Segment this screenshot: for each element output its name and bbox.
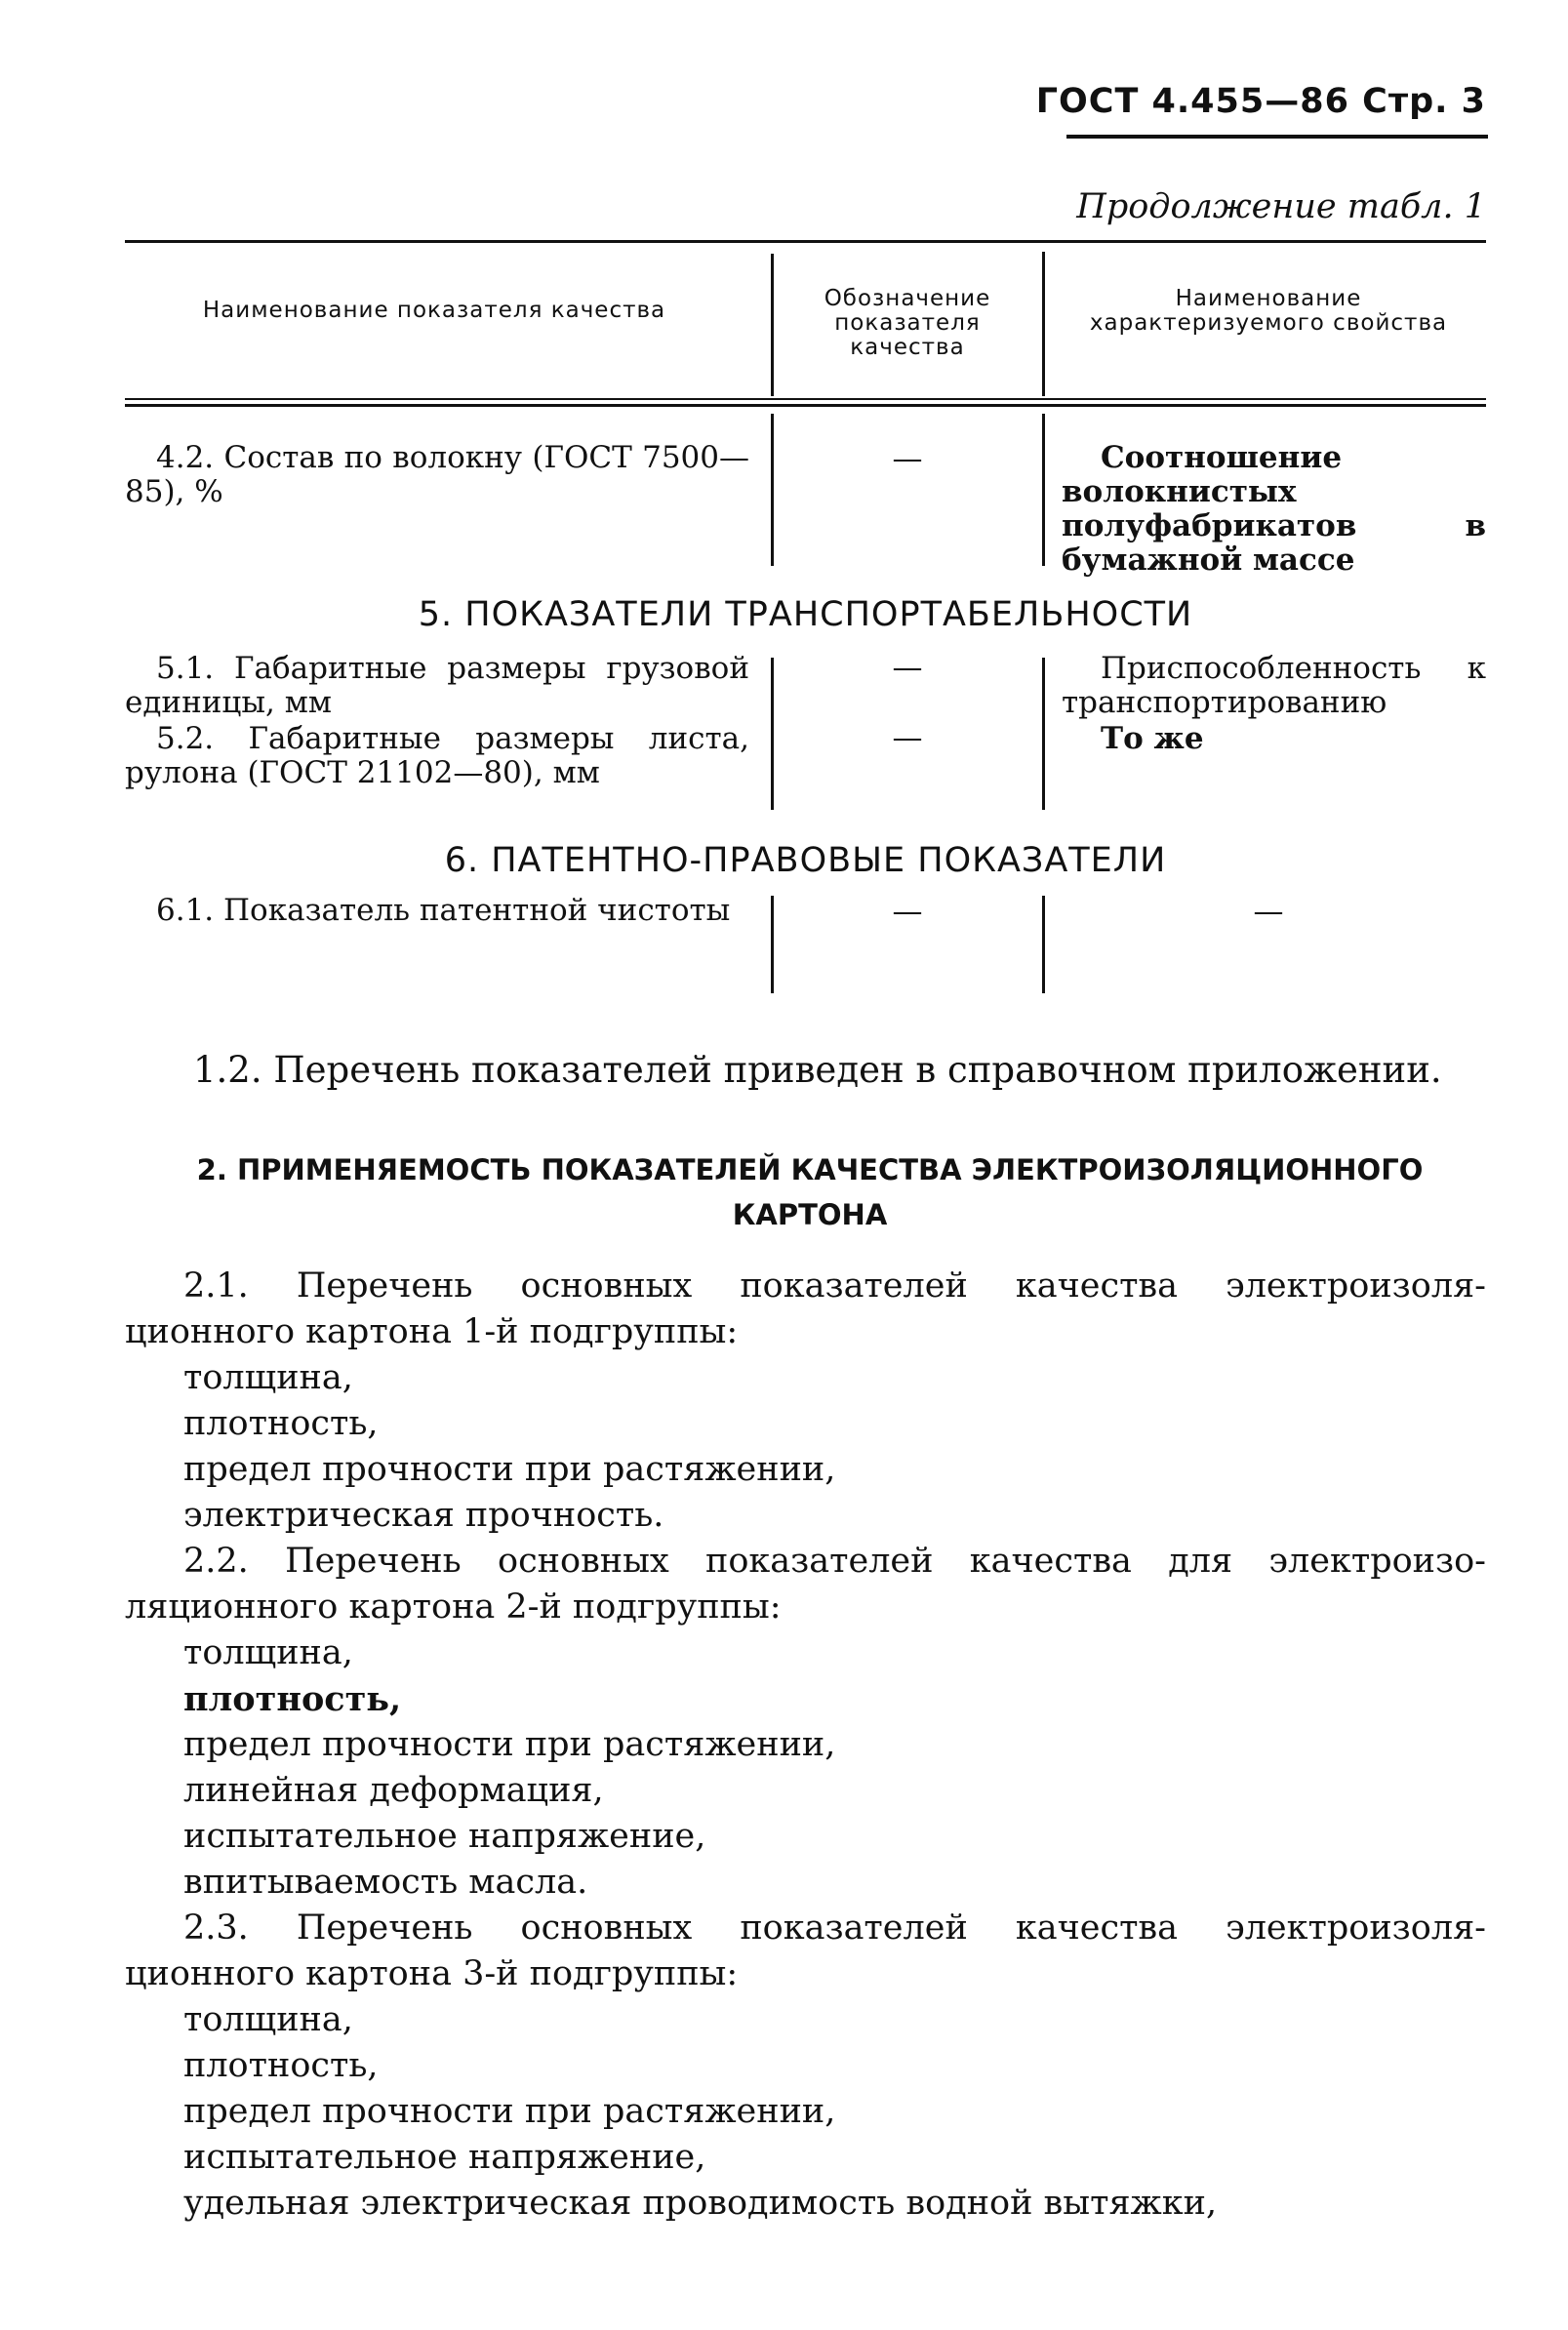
column-header-symbol: Обозначение показателя качества: [824, 286, 991, 360]
column-divider: [771, 896, 774, 993]
column-header-property: Наименование характеризуемого свойства: [1089, 286, 1448, 336]
paragraph-2-3: ционного картона 3-й подгруппы:: [125, 1954, 739, 1993]
row-6-1-name: 6.1. Показатель патентной чистоты: [156, 893, 731, 928]
table-header-rule-1: [125, 398, 1486, 400]
paragraph-2-2: ляционного картона 2-й подгруппы:: [125, 1587, 782, 1627]
list-item: предел прочности при растяжении,: [183, 1725, 836, 1764]
document-reference: ГОСТ 4.455—86 Стр. 3: [1035, 82, 1486, 121]
paragraph-2-1: 2.1. Перечень основных показателей качества электроизоля-: [183, 1266, 1486, 1306]
column-divider: [1042, 658, 1045, 810]
header-rule: [1066, 135, 1488, 139]
section-6-title: 6. ПАТЕНТНО-ПРАВОВЫЕ ПОКАЗАТЕЛИ: [444, 841, 1167, 880]
paragraph-2-1: ционного картона 1-й подгруппы:: [125, 1312, 739, 1351]
table-header-rule-2: [125, 404, 1486, 407]
row-5-1-symbol: —: [892, 650, 923, 685]
list-item: плотность,: [183, 1404, 379, 1443]
list-item: удельная электрическая проводимость водной вытяжки,: [183, 2184, 1218, 2223]
row-6-1-property: —: [1253, 894, 1284, 929]
list-item: электрическая прочность.: [183, 1496, 664, 1535]
list-item: впитываемость масла.: [183, 1863, 588, 1902]
list-item: линейная деформация,: [183, 1771, 604, 1810]
list-item: плотность,: [183, 1679, 402, 1719]
list-item: испытательное напряжение,: [183, 1817, 706, 1856]
list-item: толщина,: [183, 1358, 353, 1397]
section-2-heading: КАРТОНА: [732, 1198, 888, 1231]
paragraph-1-2: 1.2. Перечень показателей приведен в справочном приложении.: [193, 1049, 1442, 1091]
row-6-1-symbol: —: [892, 894, 923, 929]
section-5-title: 5. ПОКАЗАТЕЛИ ТРАНСПОРТАБЕЛЬНОСТИ: [418, 595, 1193, 634]
row-5-1-name: 5.1. Габаритные размеры грузовой единицы, мм: [125, 651, 749, 720]
row-4-2-name: 4.2. Состав по волокну (ГОСТ 7500—85), %: [125, 440, 749, 509]
list-item: толщина,: [183, 2000, 353, 2039]
column-divider: [1042, 414, 1045, 566]
column-divider: [771, 658, 774, 810]
list-item: испытательное напряжение,: [183, 2138, 706, 2177]
row-4-2-symbol: —: [892, 441, 923, 476]
column-divider: [771, 254, 774, 396]
list-item: толщина,: [183, 1633, 353, 1672]
row-5-1-property: Приспособленность к транспортированию: [1062, 651, 1486, 720]
column-header-name: Наименование показателя качества: [202, 298, 666, 323]
column-divider: [771, 414, 774, 566]
list-item: предел прочности при растяжении,: [183, 1450, 836, 1489]
row-5-2-property: То же: [1101, 721, 1204, 756]
column-divider: [1042, 252, 1045, 396]
column-divider: [1042, 896, 1045, 993]
section-2-heading: 2. ПРИМЕНЯЕМОСТЬ ПОКАЗАТЕЛЕЙ КАЧЕСТВА ЭЛЕКТРОИЗОЛЯЦИОННОГО: [196, 1153, 1424, 1186]
row-5-2-name: 5.2. Габаритные размеры листа, рулона (ГОСТ 21102—80), мм: [125, 721, 749, 790]
paragraph-2-3: 2.3. Перечень основных показателей качества электроизоля-: [183, 1908, 1486, 1948]
table-top-rule: [125, 240, 1486, 243]
paragraph-2-2: 2.2. Перечень основных показателей качества для электроизо-: [183, 1542, 1486, 1581]
table-continuation-label: Продолжение табл. 1: [1076, 187, 1486, 226]
row-4-2-property: Соотношение волокнистых полуфабрикатов в бумажной массе: [1062, 440, 1486, 578]
row-5-2-symbol: —: [892, 720, 923, 755]
list-item: плотность,: [183, 2046, 379, 2085]
list-item: предел прочности при растяжении,: [183, 2092, 836, 2131]
